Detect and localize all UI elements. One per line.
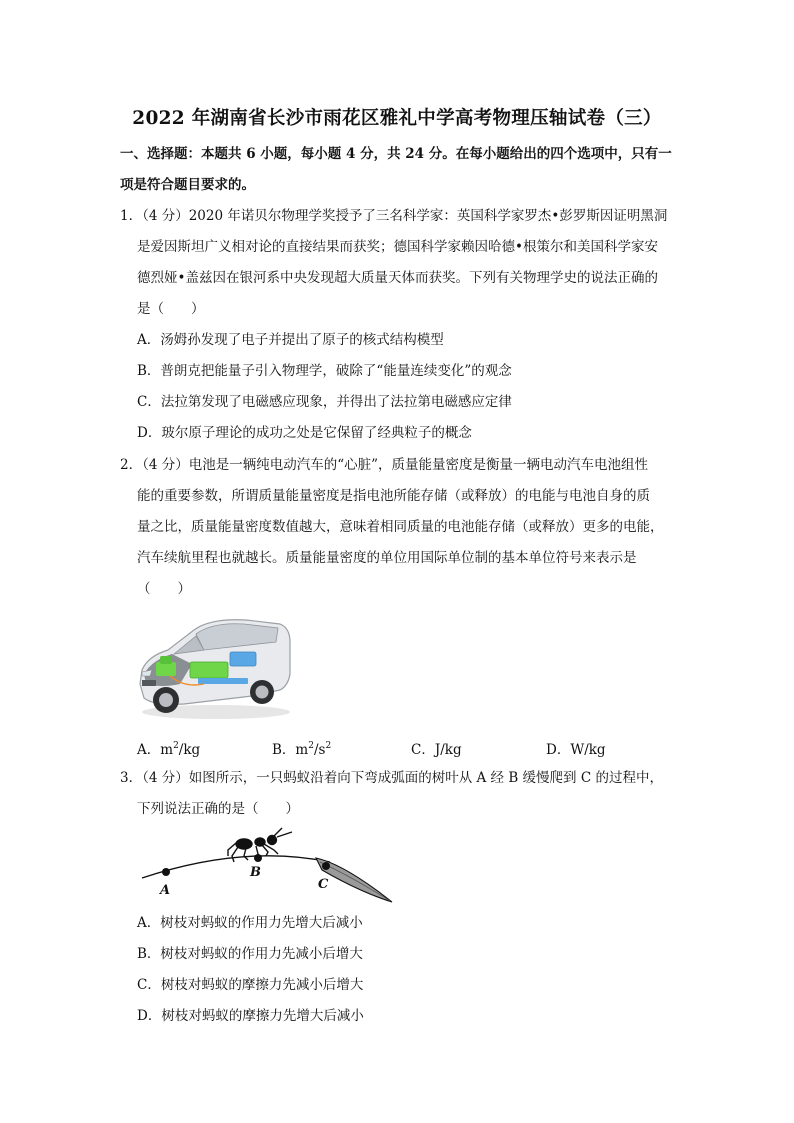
q2-options-row [0,738,794,758]
q2-option-a[interactable]: A．$m^2/kg$ [137,741,201,758]
q1-option-c[interactable]: C．法拉第发现了电磁感应现象，并得出了法拉第电磁感应定律 [137,394,512,410]
q1-option-d[interactable]: D．玻尔原子理论的成功之处是它保留了经典粒子的概念 [137,425,472,441]
q3-option-d[interactable]: D．树枝对蚂蚁的摩擦力先增大后减小 [137,1008,364,1024]
q1-stem-line: 1．（4 分）2020 年诺贝尔物理学奖授予了三名科学家：英国科学家罗杰•彭罗斯因证明黑洞 [120,208,668,224]
q2-option-b[interactable]: B．$m^2/s^2$ [272,741,332,758]
q2-stem-line: 2．（4 分）电池是一辆纯电动汽车的“心脏”，质量能量密度是衡量一辆电动汽车电池组性 [120,457,649,473]
q3-option-a[interactable]: A．树枝对蚂蚁的作用力先增大后减小 [137,915,363,931]
q2-option-c[interactable]: C．J/kg [411,742,462,758]
q1-option-b[interactable]: B．普朗克把能量子引入物理学，破除了“能量连续变化”的观念 [137,363,512,379]
q2-stem-line: 能的重要参数，所谓质量能量密度是指电池所能存储（或释放）的电能与电池自身的质 [137,488,650,504]
exam-title: 2022 年湖南省长沙市雨花区雅礼中学高考物理压轴试卷（三） [132,108,662,129]
q2-stem-line: 量之比，质量能量密度数值越大，意味着相同质量的电池能存储（或释放）更多的电能， [137,519,664,535]
q3-option-c[interactable]: C．树枝对蚂蚁的摩擦力先减小后增大 [137,977,364,993]
section-heading-line2: 项是符合题目要求的。 [120,177,255,193]
q3-option-b[interactable]: B．树枝对蚂蚁的作用力先减小后增大 [137,946,363,962]
electric-car-figure [134,612,294,724]
q1-stem-line: 德烈娅•盖兹因在银河系中央发现超大质量天体而获奖。下列有关物理学史的说法正确的 [137,270,658,286]
q1-stem-line: 是爱因斯坦广义相对论的直接结果而获奖；德国科学家赖因哈德•根策尔和美国科学家安 [137,239,658,255]
q2-stem-line: 汽车续航里程也就越长。质量能量密度的单位用国际单位制的基本单位符号来表示是 [137,550,637,566]
point-a-label: A [160,883,171,898]
ant-on-branch-figure [134,826,398,906]
q3-stem-line: 下列说法正确的是（ ） [137,801,299,817]
q1-stem-line: 是（ ） [137,301,205,317]
q3-stem-line: 3．（4 分）如图所示，一只蚂蚁沿着向下弯成弧面的树叶从 A 经 B 缓慢爬到 C 的过程中， [120,770,663,786]
point-c-label: C [318,877,329,892]
point-b-label: B [250,865,261,880]
q1-option-a[interactable]: A．汤姆孙发现了电子并提出了原子的核式结构模型 [137,332,444,348]
section-heading-line1: 一、选择题：本题共 6 小题，每小题 4 分，共 24 分。在每小题给出的四个选项中，只有一 [120,146,672,162]
q2-stem-line: （ ） [137,581,191,597]
q2-option-d[interactable]: D．W/kg [546,742,606,758]
